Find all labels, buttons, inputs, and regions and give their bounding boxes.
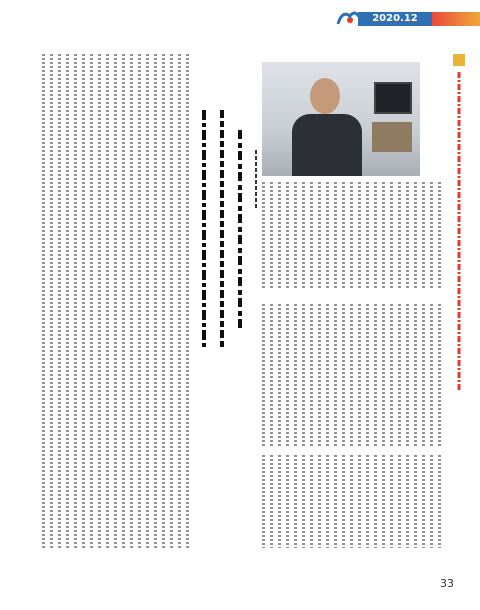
text-column — [366, 182, 369, 290]
text-column — [358, 182, 361, 290]
text-column — [390, 182, 393, 290]
text-column — [430, 455, 433, 548]
text-column — [422, 455, 425, 548]
section-mark-icon — [453, 54, 465, 66]
text-column — [406, 304, 409, 448]
text-column — [406, 182, 409, 290]
text-column — [382, 455, 385, 548]
text-column — [66, 54, 69, 548]
text-column — [398, 182, 401, 290]
text-column — [278, 304, 281, 448]
text-column — [106, 54, 109, 548]
text-column — [422, 304, 425, 448]
text-column — [310, 182, 313, 290]
text-column — [326, 304, 329, 448]
text-column — [294, 455, 297, 548]
text-column — [326, 455, 329, 548]
text-column — [278, 455, 281, 548]
text-column — [170, 54, 173, 548]
text-column — [342, 304, 345, 448]
text-column — [382, 182, 385, 290]
text-column — [374, 455, 377, 548]
text-column — [178, 54, 181, 548]
text-column — [162, 54, 165, 548]
text-column — [286, 304, 289, 448]
text-column — [342, 182, 345, 290]
text-column — [374, 182, 377, 290]
text-column — [414, 182, 417, 290]
text-column — [326, 182, 329, 290]
text-column — [278, 182, 281, 290]
text-column — [310, 304, 313, 448]
text-column — [414, 455, 417, 548]
text-column — [334, 455, 337, 548]
text-column — [82, 54, 85, 548]
text-column — [414, 304, 417, 448]
text-column — [114, 54, 117, 548]
text-column — [42, 54, 45, 548]
text-column — [350, 304, 353, 448]
text-column — [186, 54, 189, 548]
text-column — [358, 455, 361, 548]
text-column — [390, 304, 393, 448]
text-column — [294, 304, 297, 448]
portrait-photo — [262, 62, 420, 176]
text-column — [262, 455, 265, 548]
text-column — [262, 182, 265, 290]
top-banner — [0, 0, 480, 50]
text-column — [358, 304, 361, 448]
page-number: 33 — [440, 577, 454, 590]
header-decor-bar — [432, 12, 480, 26]
text-column — [286, 182, 289, 290]
text-column — [50, 54, 53, 548]
text-column — [398, 304, 401, 448]
text-column — [318, 304, 321, 448]
text-column — [262, 304, 265, 448]
text-column — [310, 455, 313, 548]
text-column — [366, 455, 369, 548]
text-column — [270, 455, 273, 548]
text-column — [122, 54, 125, 548]
text-column — [58, 54, 61, 548]
text-column — [398, 455, 401, 548]
text-column — [270, 182, 273, 290]
text-column — [318, 182, 321, 290]
text-column — [154, 54, 157, 548]
text-column — [374, 304, 377, 448]
text-column — [438, 182, 441, 290]
text-column — [390, 455, 393, 548]
text-column — [430, 304, 433, 448]
text-column — [350, 182, 353, 290]
text-column — [138, 54, 141, 548]
text-column — [146, 54, 149, 548]
text-column — [302, 455, 305, 548]
issue-badge: 2020.12 — [358, 12, 432, 26]
text-column — [438, 304, 441, 448]
byline — [250, 150, 262, 210]
running-header — [448, 54, 470, 394]
text-column — [334, 182, 337, 290]
text-column — [90, 54, 93, 548]
text-column — [342, 455, 345, 548]
text-column — [130, 54, 133, 548]
photo-shelf — [372, 122, 412, 152]
text-column — [74, 54, 77, 548]
text-column — [366, 304, 369, 448]
photo-person-body — [292, 114, 362, 176]
text-column — [270, 304, 273, 448]
text-column — [350, 455, 353, 548]
text-column — [302, 182, 305, 290]
photo-person-head — [310, 78, 340, 114]
text-column — [406, 455, 409, 548]
text-column — [334, 304, 337, 448]
text-column — [422, 182, 425, 290]
text-column — [302, 304, 305, 448]
photo-monitor — [374, 82, 412, 114]
text-column — [438, 455, 441, 548]
article-title — [192, 110, 252, 350]
text-column — [318, 455, 321, 548]
text-column — [382, 304, 385, 448]
text-column — [430, 182, 433, 290]
text-column — [286, 455, 289, 548]
text-column — [294, 182, 297, 290]
text-column — [98, 54, 101, 548]
